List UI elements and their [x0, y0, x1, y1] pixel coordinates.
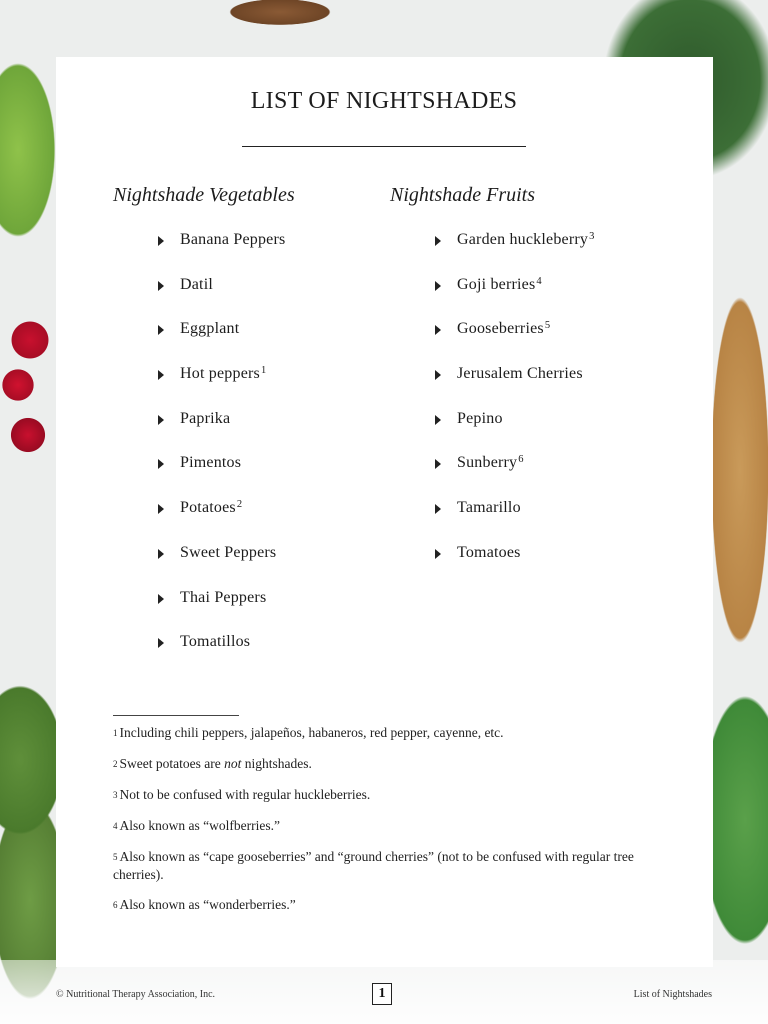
bullet-arrow-icon [158, 594, 164, 604]
footnote-ref: 2 [236, 499, 243, 511]
bullet-arrow-icon [158, 281, 164, 291]
bullet-arrow-icon [158, 325, 164, 335]
list-item [158, 231, 286, 276]
vegetables-heading: Nightshade Vegetables [113, 184, 295, 206]
bullet-arrow-icon [435, 236, 441, 246]
item-label: Garden huckleberry [457, 231, 589, 248]
item-label: Banana Peppers [180, 231, 286, 248]
footnote-4: 4 Also known as “wolfberries.” [113, 818, 280, 833]
list-item [158, 589, 286, 634]
item-label: Tomatillos [180, 633, 251, 651]
page-number: 1 [372, 983, 392, 1005]
list-item [158, 454, 286, 499]
list-item [158, 633, 286, 678]
footnote-ref: 6 [518, 454, 524, 466]
bullet-arrow-icon [435, 325, 441, 335]
bullet-arrow-icon [158, 459, 164, 469]
footnote-3: 3 Not to be confused with regular huckleberries. [113, 787, 371, 802]
bullet-arrow-icon [435, 370, 441, 380]
list-item [158, 499, 286, 544]
footer-copyright: © Nutritional Therapy Association, Inc. [56, 989, 216, 1000]
vegetables-list [158, 231, 286, 678]
list-item [435, 454, 595, 499]
title-divider [242, 146, 526, 147]
bullet-arrow-icon [158, 236, 164, 246]
item-label: Tomatoes [457, 543, 521, 561]
footnote-ref: 4 [536, 275, 542, 287]
item-label: Goji berries [457, 275, 536, 293]
list-item [158, 365, 286, 410]
bullet-arrow-icon [435, 504, 441, 514]
fruits-list [435, 231, 595, 589]
list-item [158, 410, 286, 455]
item-label: Pepino [457, 409, 503, 427]
footnote-1: 1 Including chili peppers, jalapeños, habaneros, red pepper, cayenne, etc. [113, 725, 504, 740]
list-item [158, 276, 286, 321]
list-item [435, 320, 595, 365]
item-label: Jerusalem Cherries [457, 365, 583, 383]
list-item [435, 410, 595, 455]
footer-doc-title: List of Nightshades [633, 989, 712, 1000]
item-label: Thai Peppers [180, 588, 267, 606]
item-label: Paprika [180, 409, 231, 427]
bullet-arrow-icon [158, 638, 164, 648]
item-label: Sweet Peppers [180, 543, 277, 561]
bullet-arrow-icon [435, 459, 441, 469]
footnote-ref: 1 [260, 365, 267, 377]
list-item [435, 276, 595, 321]
list-item [158, 320, 286, 365]
footnote-6: 6 Also known as “wonderberries.” [113, 897, 296, 912]
item-label: Sunberry [457, 454, 518, 472]
fruits-heading: Nightshade Fruits [390, 184, 536, 206]
list-item [435, 365, 595, 410]
bullet-arrow-icon [158, 549, 164, 559]
item-label: Gooseberries [457, 320, 544, 338]
list-item [158, 544, 286, 589]
item-label: Hot peppers [180, 365, 260, 383]
bullet-arrow-icon [435, 415, 441, 425]
item-label: Tamarillo [457, 499, 521, 517]
footnote-ref: 3 [589, 231, 595, 242]
bullet-arrow-icon [158, 504, 164, 514]
footnote-5: 5 Also known as “cape gooseberries” and “ground cherries” (not to be confused with regular tree cherries). [113, 849, 634, 882]
bullet-arrow-icon [158, 415, 164, 425]
footnote-ref: 5 [544, 320, 551, 332]
item-label: Eggplant [180, 320, 240, 338]
footnotes [113, 724, 653, 927]
footnote-2: 2 Sweet potatoes are not nightshades. [113, 756, 312, 771]
list-item [435, 544, 595, 589]
page-title: LIST OF NIGHTSHADES [250, 88, 518, 114]
bullet-arrow-icon [435, 281, 441, 291]
list-item [435, 231, 595, 276]
list-item [435, 499, 595, 544]
item-label: Datil [180, 275, 213, 293]
item-label: Pimentos [180, 454, 242, 472]
bullet-arrow-icon [158, 370, 164, 380]
footnote-divider [113, 715, 239, 716]
item-label: Potatoes [180, 499, 236, 517]
bullet-arrow-icon [435, 549, 441, 559]
